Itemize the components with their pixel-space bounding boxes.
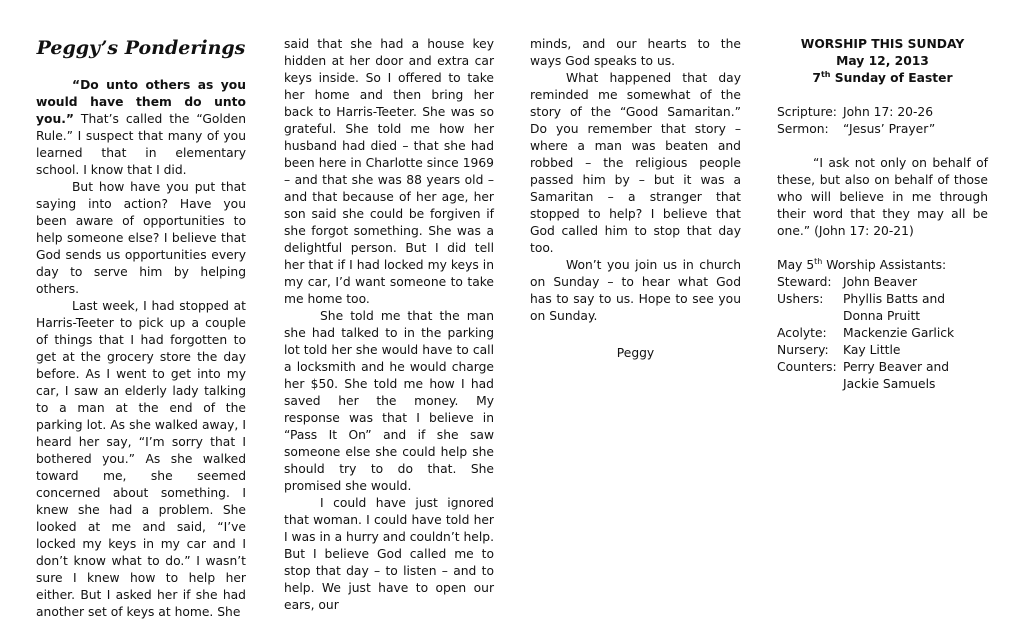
assistants-date: May 5	[777, 258, 815, 272]
worship-heading: WORSHIP THIS SUNDAY	[800, 37, 965, 51]
assistants-heading	[777, 257, 988, 274]
paragraph-action: But how have you put that saying into action? Have you been aware of opportunities to help someone else? I believe that God sends us opportunities every day to serve him by helping others.	[36, 180, 246, 296]
sermon-value: “Jesus’ Prayer”	[843, 122, 936, 136]
ushers-label: Ushers:	[777, 292, 824, 306]
ushers-value: Phyllis Batts and	[843, 292, 946, 306]
newsletter-title: Peggy’s Ponderings	[36, 37, 246, 59]
paragraph-locksmith: She told me that the man she had talked to in the parking lot told her she would have to call a locksmith and he would charge her $50. She told me how I had saved her the money. My response was that I believe in “Pass It On” and if she saw someone else she could help she should try to do that. She promised she would.	[284, 309, 494, 493]
paragraph-last-week: Last week, I had stopped at Harris-Teeter to pick up a couple of things that I had forgotten to get at the grocery store the day before. As I went to get into my car, I saw an elderly lady talking to a man at the end of the parking lot. As she walked away, I heard her say, “I’m sorry that I bothered you.” As she walked toward me, she seemed concerned about something. I knew she had a problem. She looked at me and said, “I’ve locked my keys in my car and I don’t know what to do.” I wasn’t sure I knew how to help her either. But I asked her if she had another set of keys at home. She	[36, 299, 246, 619]
assistants-label: Worship Assistants:	[822, 258, 947, 272]
sunday-name: Sunday of Easter	[830, 71, 953, 85]
steward-row	[777, 274, 988, 291]
ushers-row	[777, 291, 988, 308]
assistants-suffix: th	[814, 256, 823, 266]
column-story-continued	[284, 36, 494, 614]
paragraph-ignored: I could have just ignored that woman. I could have told her I was in a hurry and couldn’t help. But I believe God called me to stop that day – to listen – and to help. We just have to open our ears, our	[284, 496, 494, 612]
paragraph-golden-rule-text: That’s called the “Golden Rule.” I suspect that many of you learned that in elementary school. I know that I did.	[36, 112, 246, 177]
paragraph-golden-rule	[36, 77, 246, 179]
paragraph-join-us: Won’t you join us in church on Sunday – to hear what God has to say to us. Hope to see you on Sunday.	[530, 258, 741, 323]
acolyte-value: Mackenzie Garlick	[843, 326, 955, 340]
nursery-value: Kay Little	[843, 343, 901, 357]
ushers-value-2: Donna Pruitt	[843, 309, 921, 323]
scripture-label: Scripture:	[777, 105, 837, 119]
counters-value-2: Jackie Samuels	[843, 377, 936, 391]
column-worship	[777, 36, 988, 393]
counters-value: Perry Beaver and	[843, 360, 950, 374]
worship-date: May 12, 2013	[836, 54, 929, 68]
acolyte-label: Acolyte:	[777, 326, 827, 340]
nursery-row	[777, 342, 988, 359]
paragraph-good-samaritan: What happened that day reminded me somewhat of the story of the “Good Samaritan.” Do you remember that story – where a man was beaten and robbed – the religious people passed him by – but it was a Samaritan – a stranger that stopped to help? I believe that God called him to stop that day too.	[530, 71, 741, 255]
nursery-label: Nursery:	[777, 343, 829, 357]
scripture-row	[777, 104, 988, 121]
counters-label: Counters:	[777, 360, 837, 374]
steward-label: Steward:	[777, 275, 832, 289]
sermon-label: Sermon:	[777, 122, 829, 136]
paragraph-house-key: said that she had a house key hidden at her door and extra car keys inside. So I offered to take her home and then bring her back to Harris-Teeter. She was so grateful. She told me how her husband had died – that she had been here in Charlotte since 1969 – and that she was 88 years old – and that because of her age, her son said she could be forgiven if she forgot something. She was a delightful person. But I did tell her that if I had locked my keys in my car, I’d want someone to take me home too.	[284, 37, 494, 306]
sunday-number: 7	[812, 71, 821, 85]
column-ponderings	[36, 36, 246, 621]
steward-value: John Beaver	[843, 275, 918, 289]
counters-row-2	[777, 376, 988, 393]
worship-sunday	[777, 70, 988, 87]
scripture-value: John 17: 20-26	[843, 105, 934, 119]
counters-row	[777, 359, 988, 376]
ushers-row-2	[777, 308, 988, 325]
paragraph-minds: minds, and our hearts to the ways God speaks to us.	[530, 37, 741, 68]
sermon-row	[777, 121, 988, 138]
sunday-suffix: th	[820, 69, 831, 79]
golden-rule-quote: “Do unto others as you would have them do unto you.”	[36, 78, 246, 126]
column-story-end	[530, 36, 741, 362]
signature: Peggy	[616, 346, 655, 360]
acolyte-row	[777, 325, 988, 342]
scripture-quote: “I ask not only on behalf of these, but also on behalf of those who will believe in me through their word that they may all be one.” (John 17: 20-21)	[777, 156, 988, 238]
